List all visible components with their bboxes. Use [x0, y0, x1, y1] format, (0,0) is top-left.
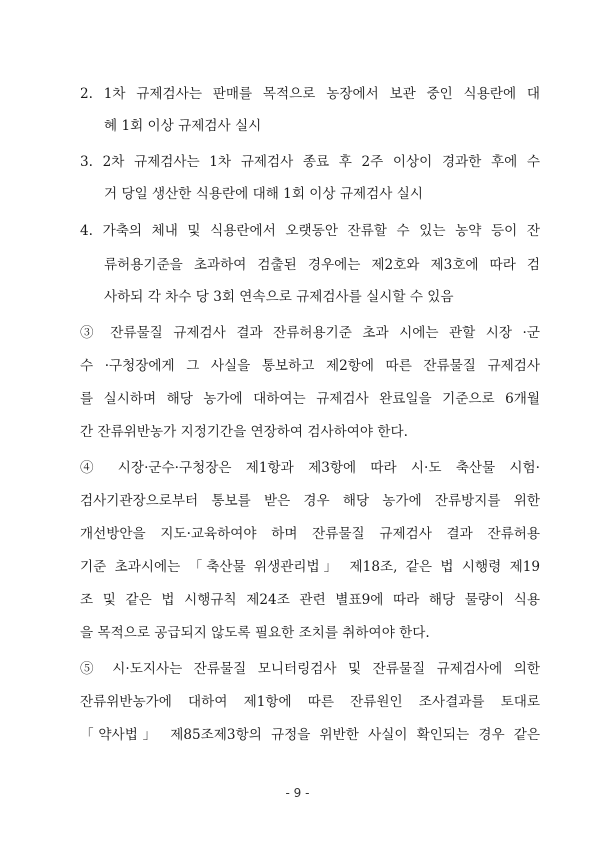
text-line-item-4-line-2: 류허용기준을 초과하여 검출된 경우에는 제2호와 제3호에 따라 검	[104, 257, 540, 273]
text-line-para-4-line-5: 조 및 같은 법 시행규칙 제24조 관련 별표9에 따라 해당 물량이 식용	[80, 592, 540, 608]
text-line-para-3-line-2: 수 ·구청장에게 그 사실을 통보하고 제2항에 따른 잔류물질 규제검사	[80, 358, 540, 374]
text-line-item-4-line-1: 4. 가축의 체내 및 식용란에서 오랫동안 잔류할 수 있는 농약 등이 잔	[80, 223, 540, 239]
text-line-item-4-line-3: 사하되 각 차수 당 3회 연속으로 규제검사를 실시할 수 있음	[104, 289, 454, 305]
text-line-item-3-line-2: 거 당일 생산한 식용란에 대해 1회 이상 규제검사 실시	[104, 186, 423, 202]
text-line-para-3-line-4: 간 잔류위반농가 지정기간을 연장하여 검사하여야 한다.	[80, 424, 408, 440]
text-line-para-4-line-4: 기준 초과시에는 「축산물 위생관리법」 제18조, 같은 법 시행령 제19	[80, 559, 540, 575]
text-line-para-4-line-6: 을 목적으로 공급되지 않도록 필요한 조치를 취하여야 한다.	[80, 625, 430, 641]
text-line-para-4-line-1: ④ 시장·군수·구청장은 제1항과 제3항에 따라 시·도 축산물 시험·	[80, 460, 540, 476]
text-line-para-3-line-1: ③ 잔류물질 규제검사 결과 잔류허용기준 초과 시에는 관할 시장 ·군	[80, 325, 540, 341]
text-line-item-2-line-2: 혜 1회 이상 규제검사 실시	[104, 118, 262, 134]
text-line-para-4-line-2: 검사기관장으로부터 통보를 받은 경우 해당 농가에 잔류방지를 위한	[80, 493, 540, 509]
text-line-para-5-line-1: ⑤ 시·도지사는 잔류물질 모니터링검사 및 잔류물질 규제검사에 의한	[80, 661, 540, 677]
text-line-para-5-line-3: 「약사법」 제85조제3항의 규정을 위반한 사실이 확인되는 경우 같은	[80, 727, 540, 743]
text-line-item-2-line-1: 2. 1차 규제검사는 판매를 목적으로 농장에서 보관 중인 식용란에 대	[80, 86, 540, 102]
page-number: - 9 -	[285, 786, 310, 800]
text-line-para-3-line-3: 를 실시하며 해당 농가에 대하여는 규제검사 완료일을 기준으로 6개월	[80, 391, 540, 407]
text-line-item-3-line-1: 3. 2차 규제검사는 1차 규제검사 종료 후 2주 이상이 경과한 후에 수	[80, 154, 540, 170]
text-line-para-5-line-2: 잔류위반농가에 대하여 제1항에 따른 잔류원인 조사결과를 토대로	[80, 694, 540, 710]
text-line-para-4-line-3: 개선방안을 지도·교육하여야 하며 잔류물질 규제검사 결과 잔류허용	[80, 526, 540, 542]
